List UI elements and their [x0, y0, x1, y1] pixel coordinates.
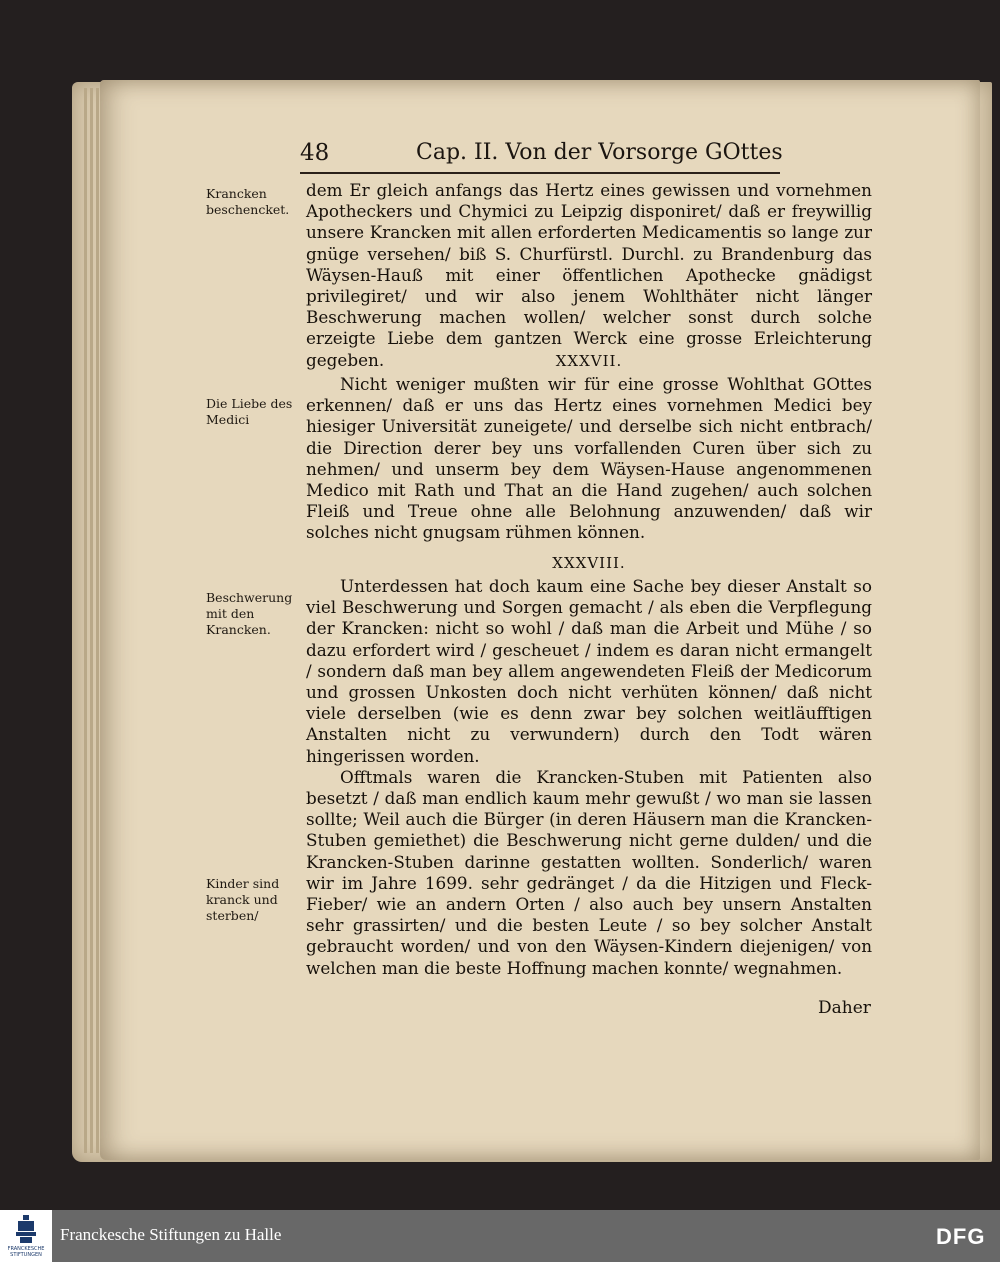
paragraph: dem Er gleich anfangs das Hertz eines gewissen und vornehmen Apotheckers und Chymici zu Leipzig disponiret/ daß er freywillig unsere Krancken mit allen erforderten Medicamentis so lange zur gnüge versehen/ biß S. Churfürstl. Durchl. zu Brandenburg das Wäysen-Hauß mit einer öffentlichen Apothecke gnädigst privilegiret/ und wir also jenem Wohlthäter nicht länger Beschwerung machen wollen/ welcher sonst durch solche erzeigte Liebe dem gantzen Werck eine grosse Erleichterung gegeben.: [306, 180, 872, 370]
institution-name: Franckesche Stiftungen zu Halle: [60, 1225, 282, 1244]
section-numeral: XXXVIII.: [552, 554, 626, 572]
page-header: [300, 140, 783, 174]
margin-note: Krancken beschencket.: [206, 186, 290, 217]
margin-note: Beschwerung mit den Krancken.: [206, 590, 293, 637]
text-block: [306, 576, 872, 979]
text-block: [306, 374, 872, 544]
section-numeral: XXXVII.: [555, 352, 623, 370]
viewer-footer: [0, 1210, 1000, 1262]
page-edge: [90, 88, 93, 1153]
paragraph: Nicht weniger mußten wir für eine grosse Wohlthat GOttes erkennen/ daß er uns das Hertz eines vornehmen Medici bey hiesiger Universität zuneigete/ und derselbe sich nicht entbrach/ die Direction derer bey uns vorfallenden Curen über sich zu nehmen/ und unserm bey dem Wäysen-Hause angenommenen Medico mit Rath und That an die Hand zugehen/ auch solchen Fleiß und Treue ohne alle Belohnung anzuwenden/ daß wir solches nicht gnugsam rühmen können.: [306, 374, 872, 543]
header-rule: [300, 172, 780, 174]
running-head: Cap. II. Von der Vorsorge GOttes: [416, 140, 783, 165]
logo-text: FRANCKESCHE STIFTUNGEN: [7, 1246, 45, 1258]
paragraph: Unterdessen hat doch kaum eine Sache bey dieser Anstalt so viel Beschwerung und Sorgen gemacht / als eben die Verpflegung der Krancken: nicht so wohl / daß man die Arbeit und Mühe / so dazu erfordert wird / gescheuet / indem es daran nicht ermangelt / sondern daß man bey allem angewendeten Fleiß der Medicorum und grossen Unkosten doch nicht verhüten können/ daß nicht viele derselben (wie es denn zwar bey solchen weitläufftigen Anstalten nicht zu verwundern) durch den Todt wären hingerissen worden.: [306, 576, 872, 766]
page-edge: [84, 88, 87, 1153]
page-number: 48: [300, 140, 330, 166]
catchword: Daher: [818, 998, 871, 1018]
paragraph: Offtmals waren die Krancken-Stuben mit Patienten also besetzt / daß man endlich kaum mehr gewußt / wo man sie lassen sollte; Weil auch die Bürger (in deren Häusern man die Krancken-Stuben gemiethet) die Beschwerung nicht gerne dulden/ und die Krancken-Stuben darinne gestatten wollten. Sonderlich/ waren wir im Jahre 1699. sehr gedränget / da die Hitzigen und Fleck-Fieber/ wie an andern Orten / also auch bey unsern Anstalten sehr grassirten/ und die besten Leute / so bey solcher Anstalt gebraucht worden/ und von den Wäysen-Kindern diejenigen/ von welchen man die beste Hoffnung machen konnte/ wegnahmen.: [306, 766, 872, 978]
margin-note: Kinder sind kranck und sterben/: [206, 876, 280, 923]
institution-logo[interactable]: [0, 1210, 52, 1262]
text-block: [306, 180, 872, 371]
margin-note: Die Liebe des Medici: [206, 396, 293, 427]
logo-emblem-icon: [15, 1215, 37, 1245]
dfg-logo[interactable]: DFG: [936, 1224, 986, 1249]
page-edge: [96, 88, 99, 1153]
